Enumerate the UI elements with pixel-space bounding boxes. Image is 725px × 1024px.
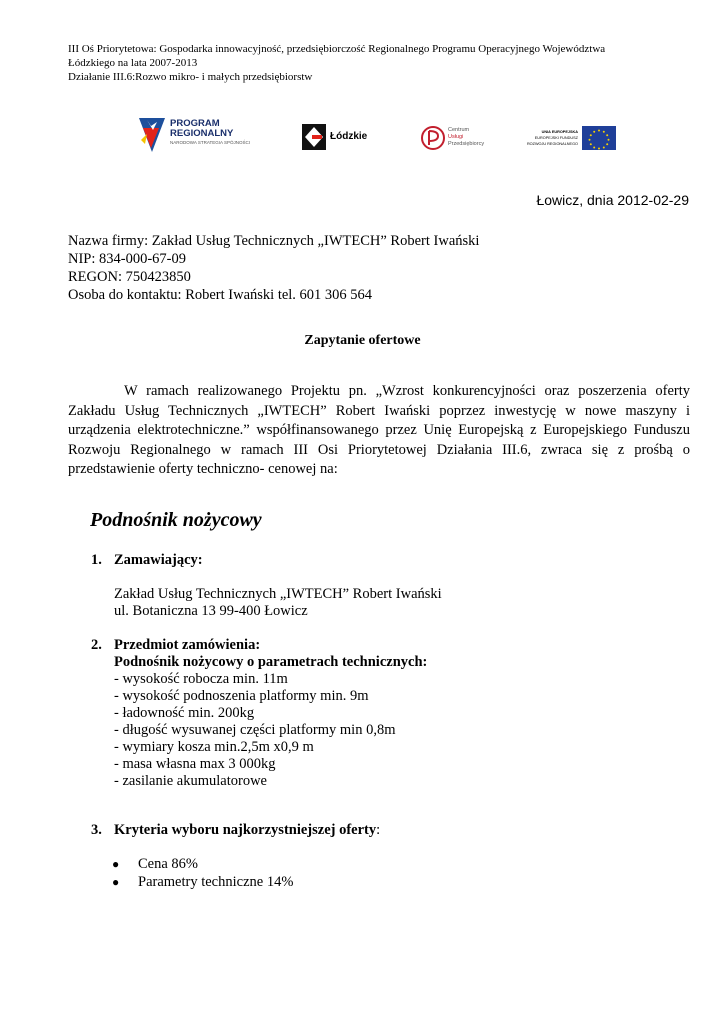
eu-logo [522,125,618,151]
program-logo-line-1: PROGRAM [170,118,220,129]
list-item [112,855,293,873]
orderer-name: Zakład Usług Technicznych „IWTECH” Robert Iwański [114,586,442,602]
program-logo-line-3: NARODOWA STRATEGIA SPÓJNOŚCI [170,140,251,145]
centrum-line-3: Przedsiębiorcy [448,141,485,147]
header-line-3: Działanie III.6:Rozwo mikro- i małych przedsiębiorstw [68,71,313,83]
list-item [112,873,293,891]
company-regon: REGON: 750423850 [68,269,191,285]
section-3-number: 3. [91,822,102,838]
lodzkie-emblem [302,124,326,150]
document-header [68,42,688,84]
criterion-technical: Parametry techniczne 14% [138,874,294,890]
program-regionalny-emblem [137,114,167,156]
param-item: - długość wysuwanej części platformy min 0,8m [114,722,396,738]
product-heading: Podnośnik nożycowy [90,509,262,531]
centrum-emblem [420,123,446,153]
company-contact: Osoba do kontaktu: Robert Iwański tel. 601 306 564 [68,287,373,303]
section-3 [91,822,380,839]
param-item: - masa własna max 3 000kg [114,756,276,772]
eu-line-3: ROZWOJU REGIONALNEGO [526,142,578,146]
centrum-line-2: Usługi [448,134,464,140]
param-item: - wymiary kosza min.2,5m x0,9 m [114,739,314,755]
document-title: Zapytanie ofertowe [304,333,421,348]
document-date: Łowicz, dnia 2012-02-29 [536,192,689,208]
param-item: - wysokość robocza min. 11m [114,671,288,687]
section-1-number: 1. [91,552,102,568]
lodzkie-label: Łódzkie [330,131,368,142]
section-3-colon: : [376,822,381,838]
header-line-2: Łódzkiego na lata 2007-2013 [68,57,198,69]
section-2-heading: Przedmiot zamówienia: [114,637,261,653]
company-info [68,232,479,304]
bullet-icon: ● [112,857,120,871]
eu-flag-icon [582,126,616,150]
param-item: - ładowność min. 200kg [114,705,255,721]
orderer-address: ul. Botaniczna 13 99-400 Łowicz [114,603,308,619]
eu-line-1: UNIA EUROPEJSKA [541,130,578,134]
intro-paragraph [68,382,690,480]
program-logo-line-2: REGIONALNY [170,128,234,139]
section-2 [91,637,427,790]
centrum-line-1: Centrum [448,127,470,133]
section-2-subheading: Podnośnik nożycowy o parametrach technicznych: [114,654,428,670]
lodzkie-logo [302,124,374,152]
bullet-icon: ● [112,875,120,889]
eu-line-2: EUROPEJSKI FUNDUSZ [534,136,578,140]
centrum-uslugi-logo [420,123,488,153]
section-1-heading: Zamawiający: [114,552,203,568]
program-regionalny-logo [137,114,257,156]
criteria-list [112,855,293,891]
section-1 [91,552,442,620]
section-2-number: 2. [91,637,102,653]
section-3-heading: Kryteria wyboru najkorzystniejszej oferty [114,822,377,838]
company-nip: NIP: 834-000-67-09 [68,251,187,267]
intro-text: W ramach realizowanego Projektu pn. „Wzrost konkurencyjności oraz poszerzenia oferty Zakładu Usług Technicznych „IWTECH” Robert Iwański poprzez inwestycję w nowe maszyny i urządzenia elektrotechniczne.” współfinansowanego przez Unię Europejską z Europejskiego Funduszu Rozwoju Regionalnego w ramach III Osi Priorytetowej Działania III.6, zwraca się z prośbą o przedstawienie oferty techniczno- cenowej na: [68,383,690,477]
criterion-price: Cena 86% [138,856,198,872]
param-item: - zasilanie akumulatorowe [114,773,267,789]
company-name: Nazwa firmy: Zakład Usług Technicznych „IWTECH” Robert Iwański [68,233,480,249]
header-line-1: III Oś Priorytetowa: Gospodarka innowacyjność, przedsiębiorczość Regionalnego Programu Operacyjnego Województwa [68,43,606,55]
param-item: - wysokość podnoszenia platformy min. 9m [114,688,369,704]
